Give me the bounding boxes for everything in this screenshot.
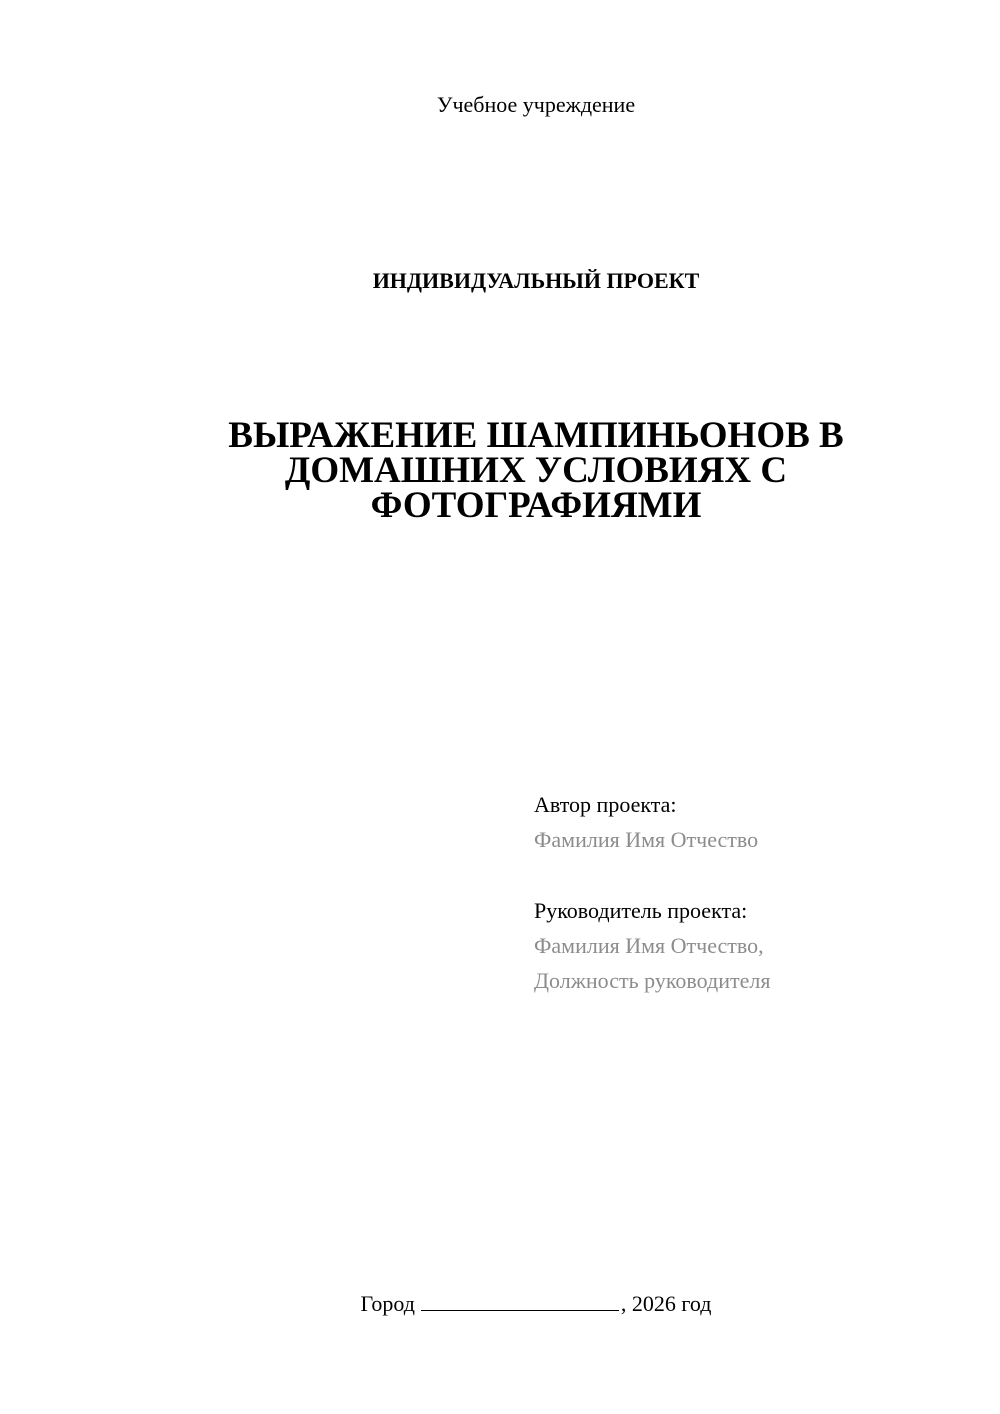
- project-title-line: ДОМАШНИХ УСЛОВИЯХ С: [284, 450, 788, 491]
- author-name: Фамилия Имя Отчество: [534, 827, 759, 852]
- project-type-heading: ИНДИВИДУАЛЬНЫЙ ПРОЕКТ: [372, 268, 700, 293]
- city-year-line: [0, 1290, 1000, 1318]
- supervisor-position: Должность руководителя: [534, 968, 771, 993]
- project-title-line: ВЫРАЖЕНИЕ ШАМПИНЬОНОВ В: [228, 415, 844, 456]
- credits-block: [534, 787, 974, 998]
- project-title: [200, 415, 872, 526]
- author-label: Автор проекта:: [534, 792, 677, 817]
- city-label: Город: [360, 1291, 415, 1316]
- project-title-line: ФОТОГРАФИЯМИ: [370, 485, 702, 526]
- supervisor-label: Руководитель проекта:: [534, 898, 748, 923]
- city-blank-line: [421, 1290, 619, 1311]
- institution-name: Учебное учреждение: [436, 92, 636, 117]
- supervisor-name: Фамилия Имя Отчество,: [534, 933, 764, 958]
- spacer: [534, 857, 974, 893]
- year-text: , 2026 год: [620, 1291, 712, 1316]
